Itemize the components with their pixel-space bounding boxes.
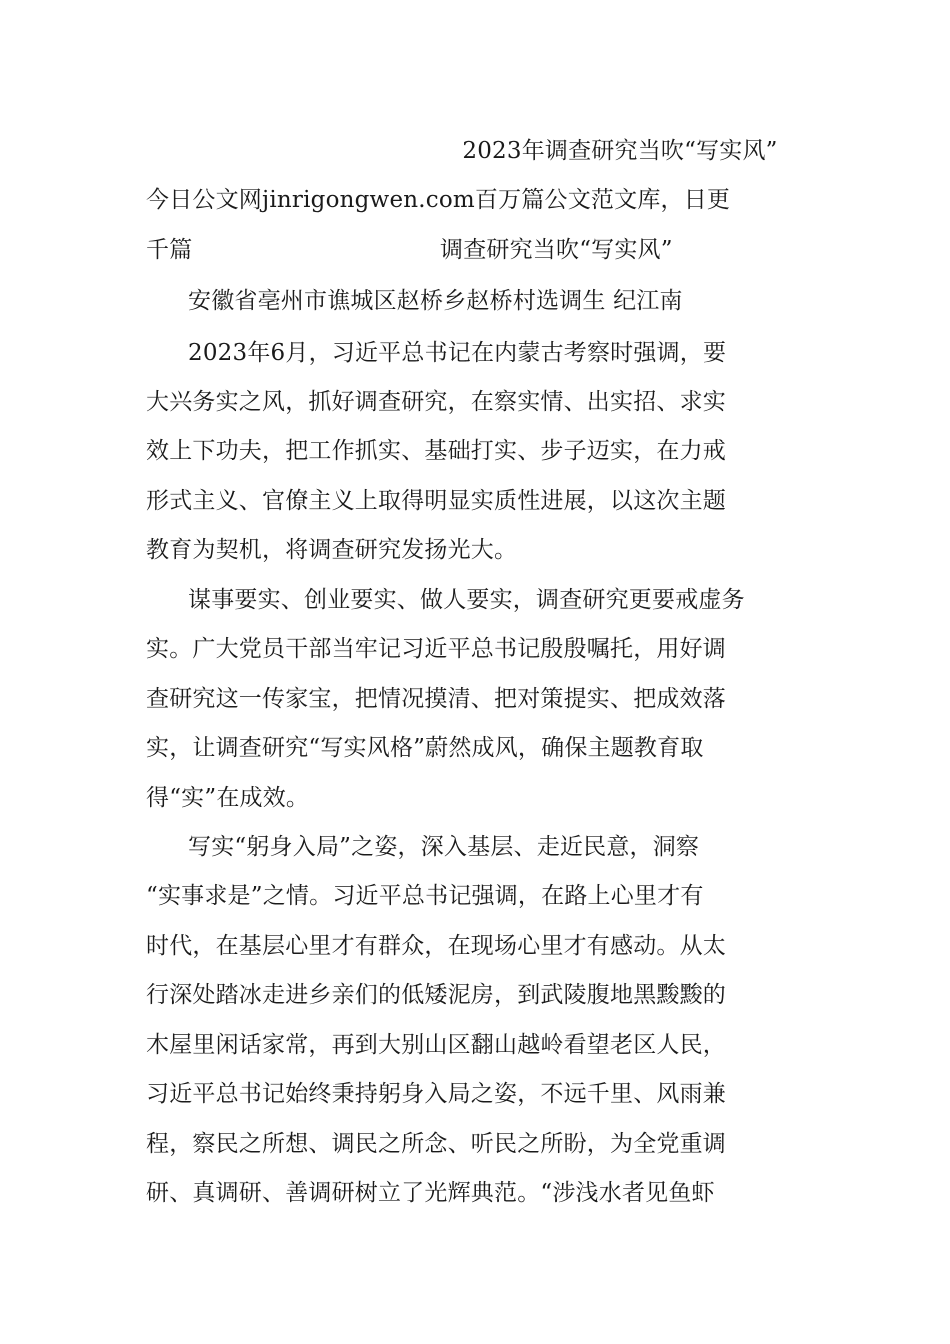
paragraph-line: 程，察民之所想、调民之所念、听民之所盼，为全党重调 bbox=[146, 1131, 726, 1157]
paragraph-line: 习近平总书记始终秉持躬身入局之姿，不远千里、风雨兼 bbox=[146, 1081, 726, 1107]
paragraph-line: 形式主义、官僚主义上取得明显实质性进展，以这次主题 bbox=[146, 488, 726, 514]
paragraph-line: 木屋里闲话家常，再到大别山区翻山越岭看望老区人民， bbox=[146, 1032, 726, 1058]
paragraph-line: 实。广大党员干部当牢记习近平总书记殷殷嘱托，用好调 bbox=[146, 636, 726, 662]
paragraph-line: 效上下功夫，把工作抓实、基础打实、步子迈实，在力戒 bbox=[146, 438, 726, 464]
subtitle: 调查研究当吹“写实风” bbox=[440, 237, 673, 263]
paragraph-line: 研、真调研、善调研树立了光辉典范。“涉浅水者见鱼虾 bbox=[146, 1180, 715, 1206]
paragraph-line: 谋事要实、创业要实、做人要实，调查研究更要戒虚务 bbox=[188, 587, 745, 613]
paragraph-line: 大兴务实之风，抓好调查研究，在察实情、出实招、求实 bbox=[146, 389, 726, 415]
paragraph-line: 2023年6月，习近平总书记在内蒙古考察时强调，要 bbox=[188, 340, 727, 366]
paragraph-line: 得“实”在成效。 bbox=[146, 785, 310, 811]
paragraph-line: 行深处踏冰走进乡亲们的低矮泥房，到武陵腹地黑黢黢的 bbox=[146, 982, 726, 1008]
paragraph-line: 时代，在基层心里才有群众，在现场心里才有感动。从太 bbox=[146, 933, 726, 959]
paragraph-line: 查研究这一传家宝，把情况摸清、把对策提实、把成效落 bbox=[146, 686, 726, 712]
document-title: 2023年调查研究当吹“写实风” bbox=[462, 138, 778, 164]
paragraph-line: “实事求是”之情。习近平总书记强调，在路上心里才有 bbox=[146, 883, 704, 909]
source-line-2-left: 千篇 bbox=[146, 237, 193, 263]
source-line: 今日公文网jinrigongwen.com百万篇公文范文库，日更 bbox=[146, 187, 731, 213]
author-line: 安徽省亳州市谯城区赵桥乡赵桥村选调生 纪江南 bbox=[188, 288, 683, 314]
paragraph-line: 写实“躬身入局”之姿，深入基层、走近民意，洞察 bbox=[188, 834, 700, 860]
paragraph-line: 实，让调查研究“写实风格”蔚然成风，确保主题教育取 bbox=[146, 735, 704, 761]
paragraph-line: 教育为契机，将调查研究发扬光大。 bbox=[146, 537, 518, 563]
